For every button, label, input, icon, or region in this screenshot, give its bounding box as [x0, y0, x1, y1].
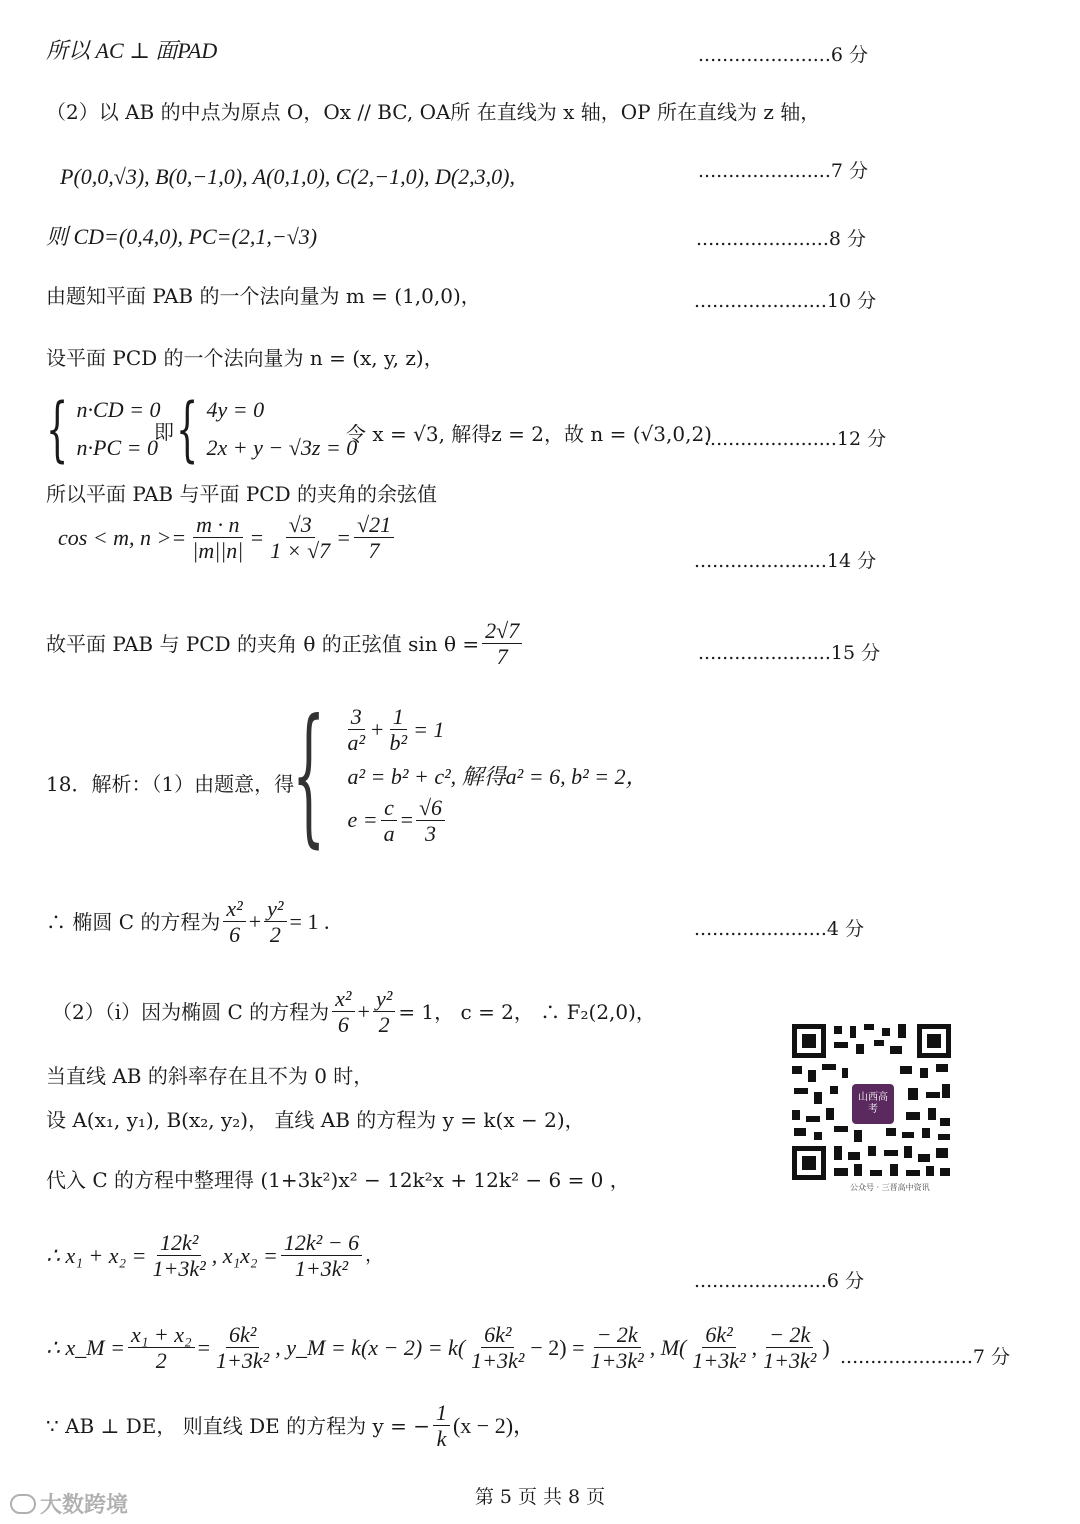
- sine-text: 故平面 PAB 与 PCD 的夹角 θ 的正弦值 sin θ =: [46, 631, 480, 656]
- score-marker: ......................4 分: [694, 918, 864, 940]
- numerator: 1: [433, 1400, 450, 1426]
- equals: =: [249, 524, 265, 550]
- denominator: 1+3k²: [294, 1256, 349, 1282]
- line-part: − 2) =: [530, 1334, 585, 1360]
- system-row: 4y = 0: [206, 397, 265, 422]
- perpendicular-line: [46, 1400, 535, 1452]
- score-marker: ......................7 分: [698, 160, 868, 182]
- line-head: ∴ x₁ + x₂ =: [46, 1242, 147, 1268]
- fraction: [588, 1322, 647, 1374]
- system-row: a² = b² + c², 解得a² = 6, b² = 2，: [347, 763, 648, 789]
- normal-vector-pab: 由题知平面 PAB 的一个法向量为 m = (1,0,0)，: [46, 284, 481, 308]
- denominator: 1+3k²: [763, 1348, 817, 1374]
- fraction: [433, 1400, 450, 1452]
- numerator: 6k²: [702, 1322, 735, 1348]
- numerator: 12k² − 6: [281, 1230, 362, 1256]
- denominator: 7: [496, 644, 508, 670]
- line-head: ∴ x_M =: [46, 1334, 125, 1360]
- numerator: x²: [223, 896, 245, 922]
- denominator: 2: [378, 1012, 390, 1038]
- brace-icon: {: [46, 388, 69, 470]
- denominator: b²: [389, 730, 408, 756]
- qr-caption: 公众号 · 三晋高中资讯: [850, 1183, 930, 1192]
- denominator: a²: [347, 730, 366, 756]
- numerator: 3: [348, 704, 365, 730]
- denominator: a: [383, 820, 395, 846]
- line-part: , M(: [649, 1334, 687, 1360]
- line-part: ,: [751, 1334, 758, 1360]
- fraction: [468, 1322, 527, 1374]
- substitution-line: 代入 C 的方程中整理得 (1+3k²)x² − 12k²x + 12k² − 6 = 0 ，: [46, 1168, 630, 1192]
- numerator: y²: [373, 986, 395, 1012]
- fraction: [344, 704, 368, 756]
- vieta-line: [46, 1230, 383, 1282]
- vector-line: 则 CD=(0,4,0), PC=(2,1,−√3): [46, 224, 318, 249]
- fraction: [267, 512, 333, 564]
- system-row: $\frac{3}{\text{a²}}$ + $\frac{1}{\text{b²}}$ = 1: [341, 704, 647, 756]
- numerator: − 2k: [766, 1322, 813, 1348]
- watermark-text: 大数跨境: [40, 1493, 129, 1518]
- fraction: [354, 512, 394, 564]
- ellipse-system: [292, 688, 648, 862]
- denominator: 6: [337, 1012, 349, 1038]
- system-row: n·PC = 0: [76, 435, 159, 460]
- denominator: 1+3k²: [152, 1256, 206, 1282]
- line-part: , y_M = k(x − 2) = k(: [275, 1334, 466, 1360]
- denominator: 1+3k²: [471, 1348, 525, 1374]
- line-part: =: [197, 1334, 211, 1360]
- coordinates-line: P(0,0,√3), B(0,−1,0), A(0,1,0), C(2,−1,0), D(2,3,0),: [60, 164, 516, 189]
- numerator: 1: [390, 704, 407, 730]
- numerator: x²: [332, 986, 354, 1012]
- fraction: [332, 986, 354, 1038]
- denominator: 6: [229, 922, 241, 948]
- system-row: 2x + y − √3z = 0: [206, 435, 358, 460]
- system-row: e = $\frac{c}{a}$ = $\frac{√6}{3}$: [347, 795, 647, 847]
- line-tail: = 1， c = 2， ∴ F₂(2,0)，: [398, 999, 656, 1024]
- denominator: k: [436, 1426, 447, 1452]
- fraction: [689, 1322, 748, 1374]
- qr-code: [790, 1022, 955, 1194]
- numerator: m · n: [193, 512, 242, 538]
- ellipse-equation-line: ∴ 椭圆 C 的方程为 $\frac{\text{x²}}{6}$ + $\frac{\text{y²}}{2}$ = 1 .: [46, 896, 330, 948]
- denominator: 1+3k²: [692, 1348, 746, 1374]
- denominator: 3: [425, 820, 437, 846]
- fraction: [416, 795, 445, 847]
- fraction: [189, 512, 246, 564]
- numerator: x₁ + x₂: [128, 1322, 195, 1348]
- denominator: 2: [269, 922, 281, 948]
- point-setup: 设 A(x₁, y₁), B(x₂, y₂)， 直线 AB 的方程为 y = k(x − 2)，: [46, 1108, 585, 1132]
- watermark: [10, 1488, 128, 1519]
- fraction: [281, 1230, 362, 1282]
- slope-condition: 当直线 AB 的斜率存在且不为 0 时，: [46, 1064, 374, 1088]
- solve-line: 令 x = √3, 解得z = 2，故 n = (√3,0,2): [346, 422, 712, 446]
- fraction: [482, 618, 522, 670]
- qr-logo-label: 山西高考: [858, 1092, 888, 1115]
- problem-18-label: 18．解析：（1）由题意，得: [46, 772, 295, 796]
- numerator: y²: [264, 896, 286, 922]
- cosine-heading: 所以平面 PAB 与平面 PCD 的夹角的余弦值: [46, 482, 437, 506]
- fraction: [213, 1322, 272, 1374]
- midpoint-line: [46, 1322, 830, 1374]
- sine-line: [46, 618, 525, 670]
- numerator: √21: [354, 512, 394, 538]
- numerator: 2√7: [482, 618, 522, 644]
- fraction: [264, 896, 286, 948]
- line-tail: (x − 2)，: [452, 1412, 536, 1438]
- fraction: [223, 896, 245, 948]
- numerator: 6k²: [226, 1322, 259, 1348]
- cosine-formula: [58, 512, 397, 564]
- statement-line-2: （2）以 AB 的中点为原点 O，Ox // BC, OA所 在直线为 x 轴，OP 所在直线为 z 轴，: [46, 100, 821, 124]
- numerator: c: [381, 795, 397, 821]
- formula-lhs: cos < m, n >=: [58, 524, 187, 550]
- numerator: − 2k: [594, 1322, 641, 1348]
- fraction: [373, 986, 395, 1038]
- line-head: （2）（i）因为椭圆 C 的方程为: [52, 999, 330, 1024]
- score-marker: ......................6 分: [698, 44, 868, 66]
- numerator: √3: [286, 512, 315, 538]
- score-marker: ......................8 分: [696, 228, 866, 250]
- line-head: ∴ 椭圆 C 的方程为: [46, 909, 221, 934]
- fraction: [128, 1322, 195, 1374]
- score-marker: ......................10 分: [694, 290, 877, 312]
- brace-icon: {: [292, 688, 326, 862]
- denominator: 1+3k²: [590, 1348, 644, 1374]
- row-head: e =: [347, 807, 378, 833]
- page-footer: 第 5 页 共 8 页: [474, 1486, 606, 1508]
- brace-icon: {: [176, 388, 199, 470]
- line-tail: ，: [365, 1245, 384, 1266]
- watermark-logo-icon: [10, 1494, 36, 1514]
- fraction: [150, 1230, 209, 1282]
- numerator: 12k²: [157, 1230, 201, 1256]
- denominator: |m||n|: [192, 538, 244, 564]
- denominator: 1+3k²: [216, 1348, 270, 1374]
- line-mid: , x₁x₂ =: [211, 1242, 278, 1268]
- score-marker: ......................7 分: [840, 1346, 1010, 1368]
- statement-line-1: 所以 AC ⊥ 面PAD: [46, 38, 218, 63]
- numerator: √6: [416, 795, 445, 821]
- equation-system-1: [46, 388, 161, 470]
- row-tail: = 1: [413, 716, 445, 742]
- line-tail: = 1 .: [289, 908, 330, 934]
- score-marker: ......................15 分: [698, 642, 881, 664]
- line-part: ): [822, 1334, 830, 1360]
- fraction: [381, 795, 398, 847]
- system-row: n·CD = 0: [76, 397, 161, 422]
- fraction: [386, 704, 410, 756]
- denominator: 2: [155, 1348, 167, 1374]
- score-marker: ......................6 分: [694, 1270, 864, 1292]
- part-2-line: （2）（i）因为椭圆 C 的方程为 $\frac{\text{x²}}{6}$ + $\frac{\text{y²}}{2}$ = 1， c = 2， ∴ F₂(2,0)，: [52, 986, 656, 1038]
- denominator: 1 × √7: [270, 538, 331, 564]
- equation-system-2: [176, 388, 358, 470]
- normal-vector-pcd: 设平面 PCD 的一个法向量为 n = (x, y, z)，: [46, 346, 444, 370]
- word-ji: 即: [154, 420, 174, 444]
- line-head: ∵ AB ⊥ DE， 则直线 DE 的方程为 y = −: [46, 1413, 430, 1438]
- denominator: 7: [368, 538, 380, 564]
- fraction: [760, 1322, 819, 1374]
- equals: =: [336, 524, 351, 550]
- numerator: 6k²: [481, 1322, 514, 1348]
- score-marker: ......................14 分: [694, 550, 877, 572]
- score-marker: ......................12 分: [704, 428, 887, 450]
